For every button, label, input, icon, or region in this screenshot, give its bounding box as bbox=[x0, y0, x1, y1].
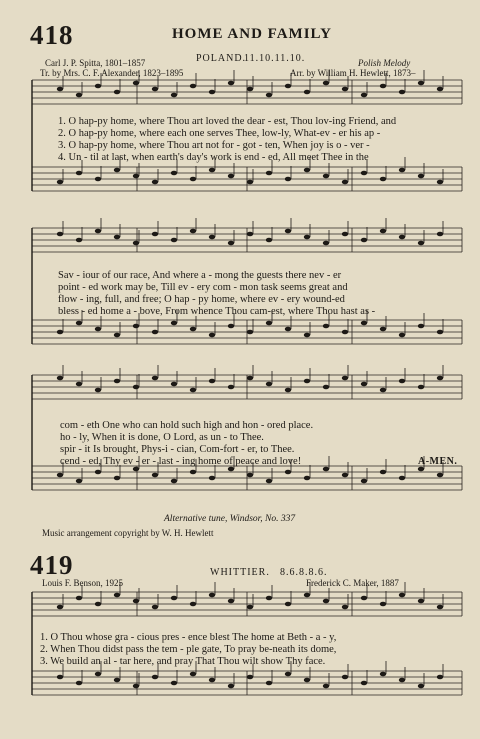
lyric-418-s2-v3: flow - ing, full, and free; O hap - py home, where ev - ery wound-ed bbox=[58, 294, 345, 305]
note-head bbox=[76, 321, 82, 326]
note-head bbox=[380, 672, 386, 677]
note-head bbox=[399, 678, 405, 683]
lyric-418-s1-v4: 4. Un - til at last, when earth's day's work is end - ed, All meet Thee in the bbox=[58, 152, 369, 163]
lyric-418-s1-v3: 3. O hap-py home, where Thou art not for - got - ten, When joy is o - ver - bbox=[58, 140, 370, 151]
note-head bbox=[228, 599, 234, 604]
note-head bbox=[133, 241, 139, 246]
note-head bbox=[95, 602, 101, 607]
note-head bbox=[304, 678, 310, 683]
note-head bbox=[133, 174, 139, 179]
note-head bbox=[247, 232, 253, 237]
note-head bbox=[152, 376, 158, 381]
note-head bbox=[57, 675, 63, 680]
note-head bbox=[190, 672, 196, 677]
note-head bbox=[418, 81, 424, 86]
note-head bbox=[247, 330, 253, 335]
lyric-418-s2-v1: Sav - iour of our race, And where a - mong the guests there nev - er bbox=[58, 270, 342, 281]
note-head bbox=[323, 467, 329, 472]
note-head bbox=[57, 87, 63, 92]
note-head bbox=[76, 238, 82, 243]
note-head bbox=[95, 327, 101, 332]
note-head bbox=[171, 596, 177, 601]
note-head bbox=[95, 84, 101, 89]
note-head bbox=[209, 333, 215, 338]
note-head bbox=[342, 675, 348, 680]
note-head bbox=[228, 241, 234, 246]
hymn-number-419: 419 bbox=[30, 550, 74, 580]
note-head bbox=[399, 90, 405, 95]
note-head bbox=[57, 232, 63, 237]
note-head bbox=[323, 324, 329, 329]
note-head bbox=[342, 180, 348, 185]
note-head bbox=[304, 476, 310, 481]
note-head bbox=[418, 599, 424, 604]
note-head bbox=[285, 388, 291, 393]
page-section-title: HOME AND FAMILY bbox=[172, 26, 333, 42]
note-head bbox=[152, 675, 158, 680]
note-head bbox=[361, 681, 367, 686]
note-head bbox=[342, 87, 348, 92]
note-head bbox=[266, 479, 272, 484]
note-head bbox=[228, 684, 234, 689]
note-head bbox=[361, 93, 367, 98]
author-418: Carl J. P. Spitta, 1801–1857 bbox=[45, 58, 146, 68]
note-head bbox=[285, 602, 291, 607]
note-head bbox=[247, 87, 253, 92]
note-head bbox=[437, 675, 443, 680]
note-head bbox=[152, 330, 158, 335]
translator-418: Tr. by Mrs. C. F. Alexander, 1823–1895 bbox=[40, 68, 184, 78]
lyric-418-s1-v2: 2. O hap-py home, where each one serves Thee, low-ly, What-ev - er his ap - bbox=[58, 128, 381, 139]
note-head bbox=[342, 473, 348, 478]
note-head bbox=[209, 235, 215, 240]
lyric-418-s3-v1: com - eth One who can hold such high and hon - ored place. bbox=[60, 420, 314, 431]
note-head bbox=[171, 382, 177, 387]
note-head bbox=[57, 376, 63, 381]
note-head bbox=[152, 87, 158, 92]
lyric-418-s2-v4: bless - ed home a - bove, From whence Thou cam-est, where Thou hast as - bbox=[58, 306, 376, 317]
lyric-418-s3-v2: ho - ly, When it is done, O Lord, as un - to Thee. bbox=[60, 432, 264, 443]
note-head bbox=[133, 81, 139, 86]
note-head bbox=[266, 238, 272, 243]
note-head bbox=[114, 235, 120, 240]
note-head bbox=[266, 321, 272, 326]
note-head bbox=[190, 229, 196, 234]
note-head bbox=[152, 473, 158, 478]
note-head bbox=[380, 84, 386, 89]
note-head bbox=[95, 388, 101, 393]
note-head bbox=[323, 385, 329, 390]
note-head bbox=[361, 382, 367, 387]
note-head bbox=[399, 333, 405, 338]
melody-source-418: Polish Melody bbox=[358, 58, 411, 68]
note-head bbox=[209, 476, 215, 481]
note-head bbox=[285, 672, 291, 677]
note-head bbox=[228, 324, 234, 329]
note-head bbox=[399, 235, 405, 240]
note-head bbox=[76, 171, 82, 176]
note-head bbox=[266, 171, 272, 176]
copyright-note-418: Music arrangement copyright by W. H. Hewlett bbox=[42, 528, 214, 538]
note-head bbox=[418, 174, 424, 179]
meter-419: 8.6.8.8.6. bbox=[280, 567, 328, 578]
note-head bbox=[323, 599, 329, 604]
note-head bbox=[114, 379, 120, 384]
note-head bbox=[418, 467, 424, 472]
note-head bbox=[437, 376, 443, 381]
note-head bbox=[57, 605, 63, 610]
note-head bbox=[76, 596, 82, 601]
note-head bbox=[361, 596, 367, 601]
note-head bbox=[114, 476, 120, 481]
note-head bbox=[95, 177, 101, 182]
note-head bbox=[266, 596, 272, 601]
note-head bbox=[190, 84, 196, 89]
note-head bbox=[190, 470, 196, 475]
note-head bbox=[171, 321, 177, 326]
note-head bbox=[437, 87, 443, 92]
note-head bbox=[171, 171, 177, 176]
note-head bbox=[437, 180, 443, 185]
note-head bbox=[342, 232, 348, 237]
note-head bbox=[304, 90, 310, 95]
lyric-418-s2-v2: point - ed work may be, Till ev - ery com - mon task seems great and bbox=[58, 282, 348, 293]
note-head bbox=[247, 675, 253, 680]
note-head bbox=[228, 467, 234, 472]
note-head bbox=[190, 602, 196, 607]
note-head bbox=[152, 605, 158, 610]
note-head bbox=[399, 593, 405, 598]
note-head bbox=[323, 174, 329, 179]
note-head bbox=[418, 241, 424, 246]
note-head bbox=[57, 473, 63, 478]
note-head bbox=[342, 605, 348, 610]
note-head bbox=[209, 168, 215, 173]
note-head bbox=[342, 376, 348, 381]
note-head bbox=[399, 476, 405, 481]
note-head bbox=[285, 470, 291, 475]
note-head bbox=[304, 379, 310, 384]
note-head bbox=[437, 605, 443, 610]
note-head bbox=[247, 473, 253, 478]
note-head bbox=[76, 93, 82, 98]
note-head bbox=[266, 681, 272, 686]
note-head bbox=[437, 232, 443, 237]
note-head bbox=[76, 479, 82, 484]
note-head bbox=[247, 180, 253, 185]
tune-name-418: POLAND. bbox=[196, 53, 247, 64]
note-head bbox=[171, 681, 177, 686]
note-head bbox=[437, 330, 443, 335]
note-head bbox=[323, 684, 329, 689]
note-head bbox=[437, 473, 443, 478]
note-head bbox=[209, 593, 215, 598]
arranger-418: Arr. by William H. Hewlett, 1873– bbox=[290, 68, 416, 78]
note-head bbox=[323, 81, 329, 86]
note-head bbox=[380, 327, 386, 332]
note-head bbox=[190, 388, 196, 393]
note-head bbox=[209, 379, 215, 384]
note-head bbox=[418, 324, 424, 329]
amen-418: A-MEN. bbox=[418, 456, 458, 467]
note-head bbox=[228, 385, 234, 390]
note-head bbox=[247, 376, 253, 381]
note-head bbox=[285, 177, 291, 182]
note-head bbox=[228, 174, 234, 179]
note-head bbox=[152, 232, 158, 237]
note-head bbox=[285, 229, 291, 234]
author-419: Louis F. Benson, 1925 bbox=[42, 578, 124, 588]
note-head bbox=[190, 327, 196, 332]
hymn-number-418: 418 bbox=[30, 20, 74, 50]
note-head bbox=[247, 605, 253, 610]
note-head bbox=[114, 90, 120, 95]
note-head bbox=[209, 90, 215, 95]
note-head bbox=[114, 333, 120, 338]
note-head bbox=[285, 327, 291, 332]
note-head bbox=[380, 177, 386, 182]
note-head bbox=[133, 599, 139, 604]
note-head bbox=[285, 84, 291, 89]
composer-419: Frederick C. Maker, 1887 bbox=[306, 578, 399, 588]
note-head bbox=[342, 330, 348, 335]
note-head bbox=[95, 229, 101, 234]
note-head bbox=[190, 177, 196, 182]
tune-name-419: WHITTIER. bbox=[210, 567, 270, 578]
lyric-419-v2: 2. When Thou didst pass the tem - ple gate, To pray be-neath its dome, bbox=[40, 644, 337, 655]
note-head bbox=[266, 93, 272, 98]
note-head bbox=[57, 330, 63, 335]
lyric-418-s3-v4: cend - ed, Thy ev - er - last - ing home of peace and love! bbox=[60, 456, 302, 467]
note-head bbox=[209, 678, 215, 683]
note-head bbox=[361, 479, 367, 484]
note-head bbox=[399, 168, 405, 173]
note-head bbox=[133, 385, 139, 390]
meter-418: 11.10.11.10. bbox=[244, 53, 306, 64]
note-head bbox=[304, 235, 310, 240]
note-head bbox=[76, 681, 82, 686]
note-head bbox=[361, 238, 367, 243]
note-head bbox=[361, 171, 367, 176]
note-head bbox=[133, 684, 139, 689]
alternative-tune-note: Alternative tune, Windsor, No. 337 bbox=[164, 514, 296, 524]
note-head bbox=[399, 379, 405, 384]
lyric-419-v1: 1. O Thou whose gra - cious pres - ence blest The home at Beth - a - y, bbox=[40, 632, 337, 643]
note-head bbox=[114, 593, 120, 598]
note-head bbox=[171, 479, 177, 484]
note-head bbox=[95, 672, 101, 677]
note-head bbox=[152, 180, 158, 185]
note-head bbox=[171, 93, 177, 98]
note-head bbox=[171, 238, 177, 243]
note-head bbox=[76, 382, 82, 387]
note-head bbox=[380, 229, 386, 234]
note-head bbox=[57, 180, 63, 185]
note-head bbox=[418, 385, 424, 390]
note-head bbox=[114, 168, 120, 173]
note-head bbox=[228, 81, 234, 86]
note-head bbox=[266, 382, 272, 387]
note-head bbox=[380, 602, 386, 607]
note-head bbox=[380, 388, 386, 393]
lyric-418-s1-v1: 1. O hap-py home, where Thou art loved the dear - est, Thou lov-ing Friend, and bbox=[58, 116, 397, 127]
note-head bbox=[95, 470, 101, 475]
note-head bbox=[133, 324, 139, 329]
note-head bbox=[304, 593, 310, 598]
note-head bbox=[304, 168, 310, 173]
note-head bbox=[361, 321, 367, 326]
lyric-418-s3-v3: spir - it Is brought, Phys-i - cian, Com-fort - er, to Thee. bbox=[60, 444, 295, 455]
lyric-419-v3: 3. We build an al - tar here, and pray That Thou wilt show Thy face. bbox=[40, 656, 326, 667]
note-head bbox=[323, 241, 329, 246]
note-head bbox=[114, 678, 120, 683]
note-head bbox=[418, 684, 424, 689]
note-head bbox=[380, 470, 386, 475]
note-head bbox=[304, 333, 310, 338]
note-head bbox=[133, 467, 139, 472]
